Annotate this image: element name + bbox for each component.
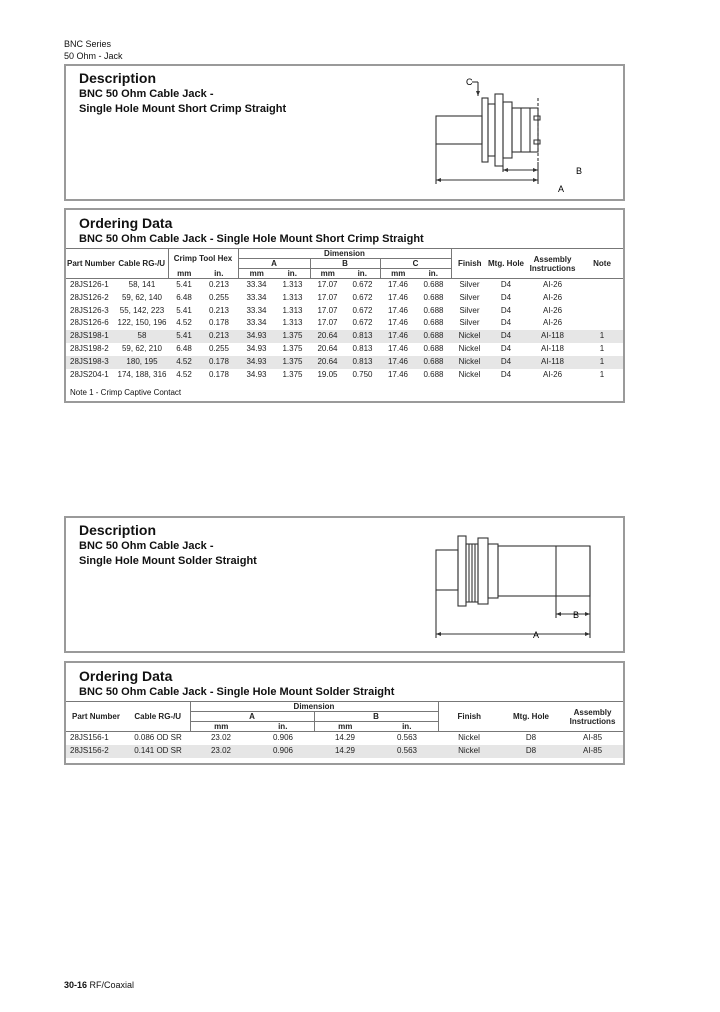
table-cell: 1.375 xyxy=(275,356,310,369)
table-cell: 0.672 xyxy=(352,305,373,315)
col-crimp-tool: Crimp Tool Hex xyxy=(168,249,238,269)
table-row xyxy=(66,369,623,382)
table-cell: Silver xyxy=(459,280,480,289)
table-cell: Nickel xyxy=(458,343,481,353)
description-line: BNC 50 Ohm Cable Jack - xyxy=(79,88,214,100)
table-cell: AI-118 xyxy=(524,330,581,343)
table-cell: Silver xyxy=(459,305,480,315)
table-cell: 0.672 xyxy=(352,318,373,328)
table-cell xyxy=(581,279,623,292)
col-cable: Cable RG-/U xyxy=(126,702,190,732)
table-cell: AI-85 xyxy=(582,733,603,742)
table-cell: 33.34 xyxy=(246,292,267,302)
unit-in: in. xyxy=(214,268,224,278)
table-cell: 1.313 xyxy=(282,305,303,315)
unit-in: in. xyxy=(402,722,412,731)
table-cell: 0.688 xyxy=(423,280,444,289)
table-cell: AI-26 xyxy=(542,369,563,379)
table-row xyxy=(66,356,623,369)
table-cell: 17.46 xyxy=(387,318,409,328)
table-row xyxy=(66,745,623,758)
table-cell: 4.52 xyxy=(176,318,192,328)
description-box-crimp xyxy=(64,64,625,201)
col-note: Note xyxy=(581,249,623,279)
table-cell: Silver xyxy=(459,292,480,302)
table-cell xyxy=(581,292,623,305)
col-dim-b: B xyxy=(314,712,438,722)
table-cell: 20.64 xyxy=(310,330,345,343)
col-dim-b: B xyxy=(310,259,380,269)
table-cell: Nickel xyxy=(458,733,480,742)
table-row xyxy=(66,279,623,292)
table-row xyxy=(66,330,623,343)
table-cell: 0.086 OD SR xyxy=(134,733,182,742)
table-cell: AI-85 xyxy=(562,745,623,758)
table-cell: 17.07 xyxy=(317,292,338,302)
table-cell: 1.375 xyxy=(282,343,303,353)
page-number: 30-16 xyxy=(64,980,88,990)
table-cell: 0.688 xyxy=(423,292,444,302)
description-line: BNC 50 Ohm Cable Jack - xyxy=(79,540,214,552)
description-title: Description xyxy=(79,70,157,86)
table-cell: 1.375 xyxy=(282,369,303,379)
table-cell: 0.688 xyxy=(423,318,444,328)
table-cell: 20.64 xyxy=(317,343,338,353)
table-row xyxy=(66,317,623,330)
table-cell: 0.563 xyxy=(396,733,418,742)
ordering-title: Ordering Data xyxy=(79,215,173,231)
unit-in: in. xyxy=(287,269,297,278)
table-cell: 0.213 xyxy=(208,305,230,315)
table-cell: 0.813 xyxy=(345,356,380,369)
table-cell: D4 xyxy=(488,356,524,369)
col-finish: Finish xyxy=(451,249,488,279)
col-part-number: Part Number xyxy=(66,249,116,279)
col-dim-a: A xyxy=(190,712,314,722)
unit-in: in. xyxy=(278,722,288,731)
table-cell: 34.93 xyxy=(238,356,275,369)
table-cell: 28JS126-2 xyxy=(70,292,109,302)
table-cell: 1 xyxy=(581,356,623,369)
table-cell: 17.07 xyxy=(317,305,338,315)
table-cell: 28JS204-1 xyxy=(70,369,109,379)
dim-label-a: A xyxy=(533,630,540,640)
description-line: Single Hole Mount Short Crimp Straight xyxy=(79,103,287,115)
table-cell: 17.46 xyxy=(387,292,409,302)
table-cell: 180, 195 xyxy=(116,356,168,369)
footer-section: RF/Coaxial xyxy=(89,980,135,990)
col-cable: Cable RG-/U xyxy=(116,249,168,279)
ordering-table-solder xyxy=(66,701,623,758)
table-cell: 58 xyxy=(116,330,168,343)
table-cell: 0.213 xyxy=(208,280,230,289)
table-cell: 17.46 xyxy=(387,305,409,315)
table-row xyxy=(66,732,623,745)
table-cell: 4.52 xyxy=(168,356,200,369)
table-cell: 17.46 xyxy=(387,280,409,289)
col-part-number: Part Number xyxy=(66,702,126,732)
ordering-subtitle: BNC 50 Ohm Cable Jack - Single Hole Mount Short Crimp Straight xyxy=(79,233,424,245)
series-title: BNC Series xyxy=(64,39,112,49)
table-cell: 23.02 xyxy=(190,745,252,758)
table-cell: 6.48 xyxy=(176,292,192,302)
dim-label-b: B xyxy=(576,166,583,176)
table-cell: Nickel xyxy=(458,369,481,379)
table-cell: 28JS156-1 xyxy=(70,733,109,742)
table-cell: Nickel xyxy=(451,330,488,343)
unit-mm: mm xyxy=(168,269,200,279)
table-cell: AI-118 xyxy=(524,356,581,369)
table-cell: 0.688 xyxy=(423,343,444,353)
table-cell: 17.46 xyxy=(387,343,409,353)
table-cell: 58, 141 xyxy=(128,280,156,289)
table-cell: AI-26 xyxy=(542,318,563,328)
table-cell: 17.46 xyxy=(387,369,409,379)
table-cell: AI-26 xyxy=(542,280,563,289)
table-cell: AI-118 xyxy=(541,343,564,353)
table-cell: 28JS126-6 xyxy=(70,318,109,328)
table-cell: D4 xyxy=(500,369,512,379)
crimp-connector-drawing xyxy=(426,72,616,198)
table-cell: 34.93 xyxy=(246,343,267,353)
table-cell: 0.178 xyxy=(208,369,230,379)
dim-label-c: C xyxy=(466,77,473,87)
ordering-table-crimp xyxy=(66,248,623,381)
table-cell: 28JS126-1 xyxy=(70,280,109,289)
col-mtg-hole: Mtg. Hole xyxy=(500,702,562,732)
table-cell: 23.02 xyxy=(210,733,232,742)
col-dim-c: C xyxy=(380,259,451,269)
table-cell: 17.46 xyxy=(380,356,416,369)
table-cell: 4.52 xyxy=(176,369,192,379)
col-mtg-hole: Mtg. Hole xyxy=(488,249,524,279)
table-cell: 0.688 xyxy=(423,305,444,315)
solder-connector-drawing xyxy=(426,526,616,652)
table-cell: 28JS198-2 xyxy=(70,343,109,353)
dim-label-b: B xyxy=(573,610,580,620)
table-cell xyxy=(581,317,623,330)
table-cell: 14.29 xyxy=(314,745,376,758)
table-cell: 0.563 xyxy=(376,745,438,758)
table-cell: 20.64 xyxy=(310,356,345,369)
unit-mm: mm xyxy=(238,269,275,279)
table-cell: 17.46 xyxy=(380,330,416,343)
table-cell: 174, 188, 316 xyxy=(117,369,167,379)
table-cell: AI-26 xyxy=(542,305,563,315)
table-cell: 1.313 xyxy=(282,280,303,289)
table-cell: 33.34 xyxy=(246,305,267,315)
col-finish: Finish xyxy=(438,702,500,732)
table-cell: 0.255 xyxy=(208,343,230,353)
ordering-box-solder xyxy=(64,661,625,765)
table-cell: 28JS156-2 xyxy=(66,745,126,758)
ordering-box-crimp xyxy=(64,208,625,403)
table-cell: 6.48 xyxy=(176,343,192,353)
table-cell: D8 xyxy=(525,733,537,742)
table-cell: 1 xyxy=(581,330,623,343)
table-cell: 1 xyxy=(599,369,605,379)
table-cell: 0.178 xyxy=(208,318,230,328)
unit-mm: mm xyxy=(314,722,376,732)
table-cell: 0.672 xyxy=(352,292,373,302)
table-cell: 122, 150, 196 xyxy=(117,318,167,328)
table-cell: 55, 142, 223 xyxy=(119,305,165,315)
table-cell: 19.05 xyxy=(317,369,338,379)
table-cell: 0.688 xyxy=(423,369,444,379)
table-cell: 17.07 xyxy=(317,280,338,289)
table-note: Note 1 - Crimp Captive Contact xyxy=(70,388,182,397)
table-cell: 1.313 xyxy=(282,292,303,302)
table-cell: 0.672 xyxy=(352,280,373,289)
table-cell: D4 xyxy=(500,318,512,328)
dim-label-a: A xyxy=(558,184,565,194)
table-cell: 1 xyxy=(599,343,605,353)
description-title: Description xyxy=(79,522,157,538)
table-row xyxy=(66,305,623,318)
table-cell: 34.93 xyxy=(238,330,275,343)
table-cell: AI-26 xyxy=(542,292,563,302)
ordering-subtitle: BNC 50 Ohm Cable Jack - Single Hole Mount Solder Straight xyxy=(79,686,395,698)
table-cell: 0.141 OD SR xyxy=(126,745,190,758)
unit-in: in. xyxy=(357,269,367,278)
table-cell: 0.688 xyxy=(416,356,451,369)
table-cell: D4 xyxy=(500,280,512,289)
table-cell: 0.906 xyxy=(252,745,314,758)
table-row xyxy=(66,292,623,305)
col-dimension: Dimension xyxy=(238,249,451,259)
col-assembly: Assembly Instructions xyxy=(562,702,623,732)
table-cell: 0.213 xyxy=(200,330,238,343)
table-cell: 33.34 xyxy=(246,318,267,328)
table-cell: 1.375 xyxy=(275,330,310,343)
table-cell: Nickel xyxy=(451,356,488,369)
table-cell: 0.813 xyxy=(345,330,380,343)
table-cell: 0.750 xyxy=(352,369,373,379)
table-cell: 0.813 xyxy=(352,343,373,353)
page-header xyxy=(64,38,123,62)
table-cell: 0.688 xyxy=(416,330,451,343)
table-cell: 28JS198-1 xyxy=(66,330,116,343)
page-footer xyxy=(64,980,134,990)
table-cell: 5.41 xyxy=(176,280,192,289)
table-cell: 0.178 xyxy=(200,356,238,369)
table-cell: 28JS198-3 xyxy=(66,356,116,369)
col-assembly: Assembly Instructions xyxy=(524,249,581,279)
table-cell: Silver xyxy=(459,318,480,328)
table-cell: D8 xyxy=(500,745,562,758)
description-box-solder xyxy=(64,516,625,653)
table-cell: Nickel xyxy=(438,745,500,758)
unit-in: in. xyxy=(428,269,438,278)
table-cell: 1.313 xyxy=(282,318,303,328)
unit-mm: mm xyxy=(380,269,416,279)
table-cell: 0.255 xyxy=(208,292,230,302)
table-cell: D4 xyxy=(488,330,524,343)
unit-mm: mm xyxy=(190,722,252,732)
table-cell xyxy=(581,305,623,318)
col-dim-a: A xyxy=(238,259,310,269)
table-cell: 0.906 xyxy=(272,733,294,742)
table-cell: D4 xyxy=(500,305,512,315)
table-cell: 34.93 xyxy=(246,369,267,379)
table-row xyxy=(66,343,623,356)
table-cell: 5.41 xyxy=(176,305,192,315)
table-cell: 59, 62, 140 xyxy=(121,292,163,302)
unit-mm: mm xyxy=(310,269,345,279)
table-cell: D4 xyxy=(500,343,512,353)
description-line: Single Hole Mount Solder Straight xyxy=(79,555,257,567)
table-cell: 28JS126-3 xyxy=(70,305,109,315)
table-cell: 17.07 xyxy=(317,318,338,328)
table-cell: 59, 62, 210 xyxy=(121,343,163,353)
table-cell: 5.41 xyxy=(168,330,200,343)
table-cell: 33.34 xyxy=(246,280,267,289)
series-subtitle: 50 Ohm - Jack xyxy=(64,51,123,61)
table-cell: 14.29 xyxy=(334,733,356,742)
col-dimension: Dimension xyxy=(190,702,438,712)
table-cell: D4 xyxy=(500,292,512,302)
ordering-title: Ordering Data xyxy=(79,668,173,684)
